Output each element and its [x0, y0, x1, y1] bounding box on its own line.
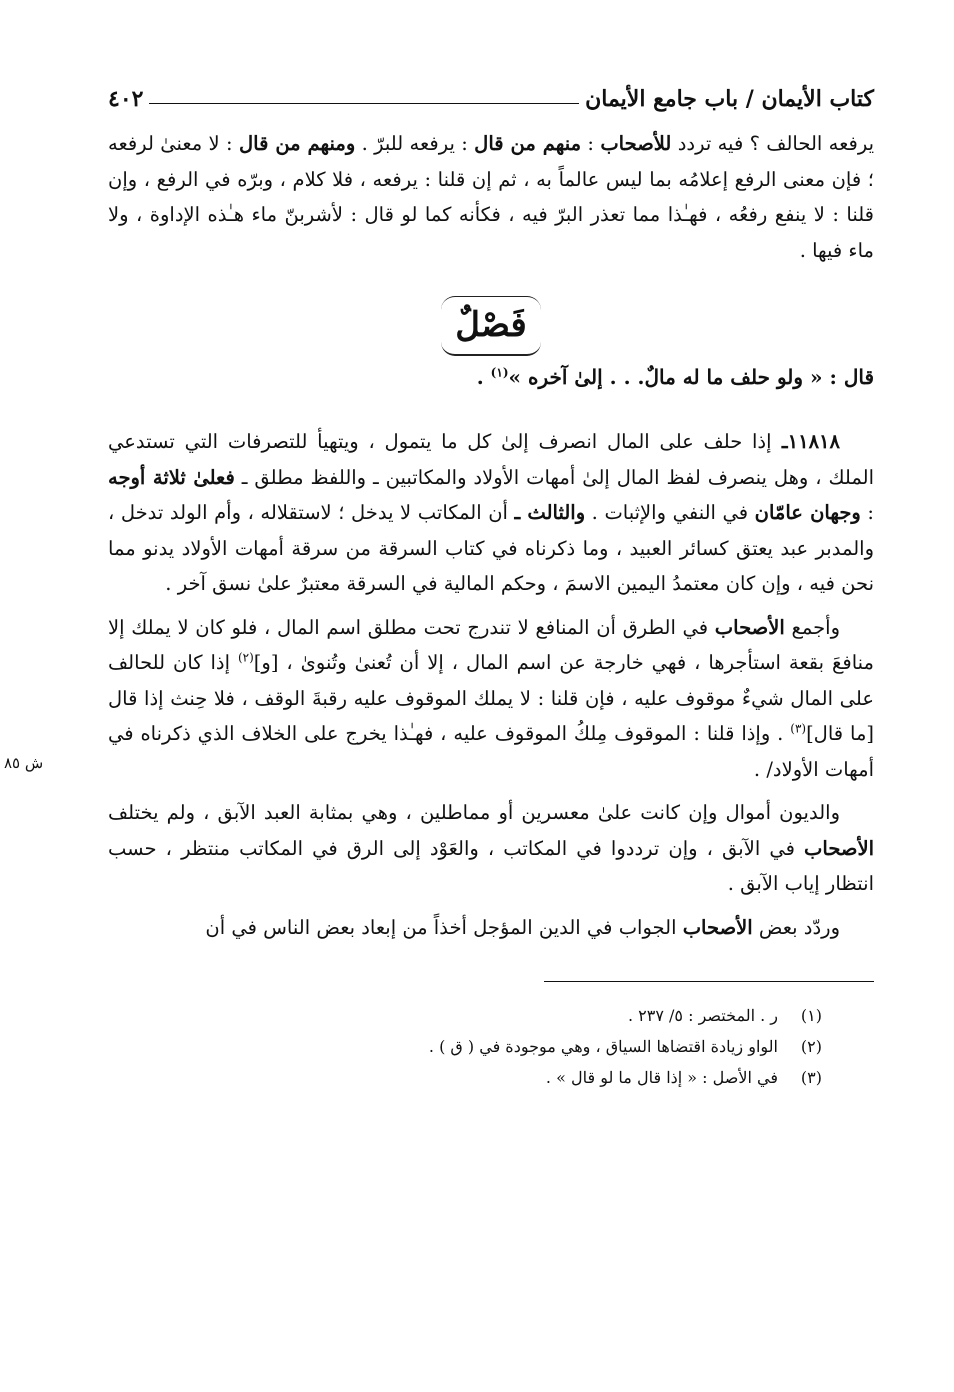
- footnote-number: (٢): [800, 1037, 822, 1056]
- text-run: في الطرق أن المنافع لا تندرج تحت مطلق اسم المال ، فلو كان لا يملك إلا منافعَ بقعة استأجرها ، فهي خارجة عن اسم المال ، إلا أن تُعنىٰ وتُنوىٰ ، [و]: [108, 615, 874, 674]
- text-run: قال : « ولو حلف ما له مالٌ. . . إلىٰ آخره »: [508, 365, 874, 389]
- text-run: وردّد بعض: [752, 915, 840, 939]
- page-number: ٤٠٢: [108, 86, 144, 112]
- text-run: والديون أموال وإن كانت علىٰ معسرين أو مماطلين ، وهي بمثابة العبد الآبق ، ولم يختلف: [108, 801, 840, 824]
- footnote-text: الواو زيادة اقتضاها السياق ، وهي موجودة في ( ق ) .: [428, 1037, 778, 1056]
- text-run: : يرفعه للبرّ .: [355, 132, 475, 155]
- bold-term: الأصحاب: [682, 915, 753, 939]
- text-run: .: [476, 365, 491, 389]
- bold-term: الأصحاب: [714, 615, 785, 639]
- fasl-ornament: فَصْلٌ: [441, 296, 541, 356]
- footnote-item: [108, 1000, 822, 1031]
- text-run: في الآبق ، وإن ترددوا في المكاتب ، والعَوْد إلى الرق في المكاتب منتظر ، حسب انتظار إياب الآبق .: [108, 836, 874, 895]
- header-rule: [149, 103, 579, 104]
- top-paragraph: [108, 126, 874, 268]
- footnote-ref[interactable]: (١): [490, 365, 509, 380]
- footnote-text: في الأصل : « إذا قال ما لو قال » .: [545, 1068, 778, 1087]
- bold-term: فعلىٰ ثلاثة أوجه: [108, 465, 235, 489]
- text-run: :: [581, 132, 601, 155]
- paragraph-11818: [108, 424, 874, 602]
- bold-term: ومنهم من قال: [238, 132, 356, 155]
- footnote-rule: [544, 981, 874, 982]
- margin-note: ش ٨٥: [4, 753, 44, 772]
- text-run: وأجمع: [784, 615, 840, 639]
- text-run: في النفي والإثبات .: [585, 501, 755, 524]
- text-run: إذا حلف على المال انصرف إلىٰ كل ما يتمول ، ويتهيأ للتصرفات التي تستدعي الملك ، وهل ينصرف لفظ المال إلىٰ أمهات الأولاد والمكاتبين ـ واللفظ مطلق ـ: [108, 430, 875, 489]
- bold-term: والثالث ـ: [514, 501, 586, 524]
- paragraph-ashab: [4, 610, 875, 788]
- footnote-item: [108, 1062, 822, 1093]
- text-run: إذا كان للحالف على المال شيءٌ موقوف عليه ، فإن قلنا : لا يملك الموقوف عليه رقبةَ الوقف ، فلا حِنث إذا قال [ما قال]: [108, 651, 875, 745]
- book-title: كتاب الأيمان / باب جامع الأيمان: [585, 86, 874, 112]
- bold-term: الأصحاب: [804, 836, 874, 860]
- spacer: [108, 902, 874, 910]
- footnote-ref[interactable]: (٣): [790, 721, 807, 736]
- text-run: . وإذا قلنا : الموقوف مِلكُ الموقوف عليه ، فهـٰذا يخرج على الخلاف الذي ذكرناه في أمهات الأولاد/ .: [108, 722, 874, 781]
- text-run: أن المكاتب لا يدخل ؛ لاستقلاله ، وأم الولد تدخل ، والمدبر عبد يعتق كسائر العبيد ، وما ذكرناه في كتاب السرقة من سرقة أمهات الأولاد يدنو مما نحن فيه ، وإن كان معتمدُ اليمين الاسمَ ، وحكم المالية في السرقة معتبرٌ علىٰ نسق آخر .: [108, 501, 874, 595]
- text-run: :: [860, 501, 874, 524]
- footnotes: [108, 1000, 874, 1093]
- text-run: : لا معنىٰ لرفعه ؛ فإن معنى الرفع إعلامُه بما ليس عالماً به ، ثم إن قلنا : يرفعه ، فلا كلام ، وبرّه في الرفع ، وإن قلنا : لا ينفع رفعُه ، فهـٰذا مما تعذر البرّ فيه ، فكأنه كما لو قال : لأشربنّ ماء هـٰذه الإداوة ، ولا ماء فيها .: [108, 132, 874, 262]
- paragraph-number: ١١٨١٨ـ: [771, 430, 840, 453]
- book-page: [4, 78, 875, 1338]
- footnote-number: (١): [800, 1006, 822, 1025]
- text-run: يرفعه الحالف ؟ فيه تردد: [671, 132, 875, 155]
- spacer: [108, 787, 874, 795]
- qal-heading: [108, 358, 874, 396]
- bold-term: منهم من قال: [474, 132, 582, 155]
- footnote-text: ر . المختصر : ٥/ ٢٣٧ .: [627, 1006, 778, 1025]
- paragraph-duyun: [108, 795, 874, 902]
- paragraph-radda: [108, 910, 874, 946]
- bold-term: للأصحاب: [600, 132, 672, 155]
- spacer: [108, 602, 874, 610]
- footnote-item: [108, 1031, 822, 1062]
- footnote-number: (٣): [800, 1068, 822, 1087]
- footnote-ref[interactable]: (٢): [237, 650, 254, 665]
- bold-term: وجهان عامّان: [754, 501, 861, 524]
- running-header: [108, 78, 874, 112]
- text-run: الجواب في الدين المؤجل أخذاً من إبعاد بعض الناس في أن: [205, 915, 683, 939]
- spacer: [108, 416, 874, 424]
- fasl-ornament-wrap: [108, 296, 874, 356]
